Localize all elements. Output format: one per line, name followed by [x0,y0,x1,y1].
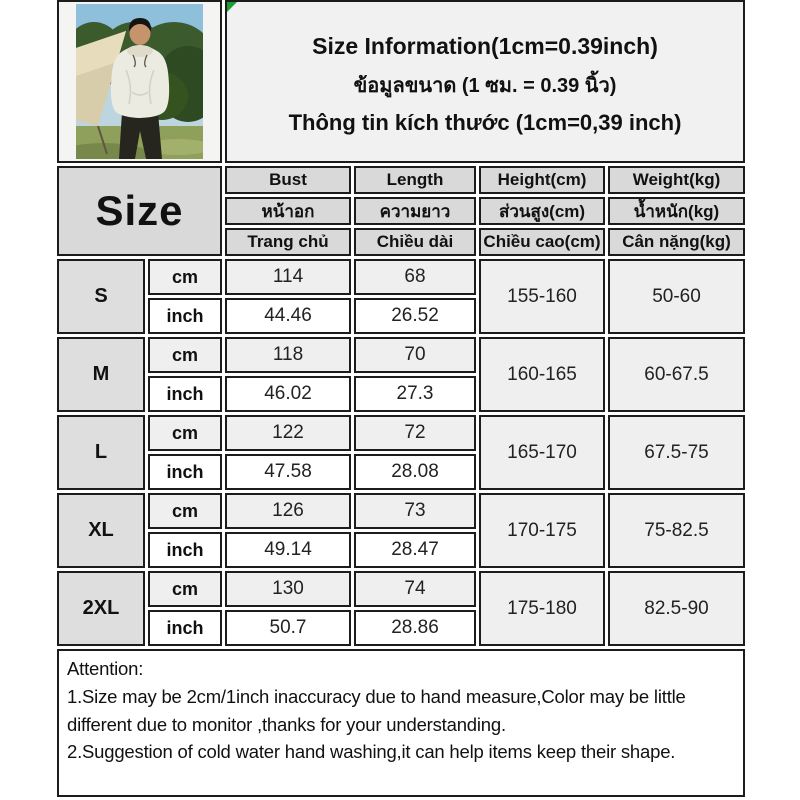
unit-inch-2xl: inch [148,610,222,646]
title-box [225,0,745,163]
cell-xl-length-inch: 28.47 [354,532,476,568]
cell-2xl-bust-cm: 130 [225,571,351,607]
size-label-l: L [57,415,145,490]
cell-s-weight: 50-60 [608,259,745,334]
unit-cm-s: cm [148,259,222,295]
title-thai: ข้อมูลขนาด (1 ซม. = 0.39 นิ้ว) [353,75,617,97]
cell-m-weight: 60-67.5 [608,337,745,412]
col-header-height-en: Height(cm) [479,166,605,194]
cell-xl-length-cm: 73 [354,493,476,529]
cell-s-bust-cm: 114 [225,259,351,295]
unit-inch-l: inch [148,454,222,490]
cell-s-length-cm: 68 [354,259,476,295]
cell-2xl-weight: 82.5-90 [608,571,745,646]
unit-inch-xl: inch [148,532,222,568]
unit-cm-xl: cm [148,493,222,529]
size-table [57,0,745,646]
cell-l-height: 165-170 [479,415,605,490]
title-vietnamese: Thông tin kích thước (1cm=0,39 inch) [288,110,682,135]
cell-s-height: 155-160 [479,259,605,334]
cell-l-length-inch: 28.08 [354,454,476,490]
cell-2xl-bust-inch: 50.7 [225,610,351,646]
size-header: Size [57,166,222,256]
col-header-bust-en: Bust [225,166,351,194]
col-header-bust-vi: Trang chủ [225,228,351,256]
col-header-length-th: ความยาว [354,197,476,225]
cell-2xl-height: 175-180 [479,571,605,646]
col-header-length-en: Length [354,166,476,194]
cell-xl-weight: 75-82.5 [608,493,745,568]
cell-s-bust-inch: 44.46 [225,298,351,334]
unit-cm-m: cm [148,337,222,373]
size-label-xl: XL [57,493,145,568]
col-header-weight-en: Weight(kg) [608,166,745,194]
unit-inch-m: inch [148,376,222,412]
attention-heading: Attention: [67,658,144,679]
cell-2xl-length-cm: 74 [354,571,476,607]
cell-xl-bust-inch: 49.14 [225,532,351,568]
cell-l-bust-inch: 47.58 [225,454,351,490]
cell-l-length-cm: 72 [354,415,476,451]
product-photo-cell [57,0,222,163]
cell-l-weight: 67.5-75 [608,415,745,490]
title-english: Size Information(1cm=0.39inch) [312,33,658,59]
cell-xl-bust-cm: 126 [225,493,351,529]
size-label-m: M [57,337,145,412]
cell-m-length-cm: 70 [354,337,476,373]
cell-s-length-inch: 26.52 [354,298,476,334]
model-photo [76,4,203,159]
col-header-length-vi: Chiều dài [354,228,476,256]
cell-m-length-inch: 27.3 [354,376,476,412]
col-header-height-vi: Chiều cao(cm) [479,228,605,256]
cell-l-bust-cm: 122 [225,415,351,451]
unit-cm-2xl: cm [148,571,222,607]
cell-m-height: 160-165 [479,337,605,412]
corner-marker-icon [227,2,237,12]
unit-inch-s: inch [148,298,222,334]
attention-note-2: 2.Suggestion of cold water hand washing,it can help items keep their shape. [67,741,676,763]
cell-m-bust-inch: 46.02 [225,376,351,412]
size-label-2xl: 2XL [57,571,145,646]
unit-cm-l: cm [148,415,222,451]
col-header-height-th: ส่วนสูง(cm) [479,197,605,225]
cell-m-bust-cm: 118 [225,337,351,373]
cell-2xl-length-inch: 28.86 [354,610,476,646]
attention-box [57,649,745,797]
col-header-weight-th: น้ำหนัก(kg) [608,197,745,225]
col-header-weight-vi: Cân nặng(kg) [608,228,745,256]
attention-note-1: 1.Size may be 2cm/1inch inaccuracy due to hand measure,Color may be little different due to monitor ,thanks for your understanding. [67,685,686,735]
cell-xl-height: 170-175 [479,493,605,568]
col-header-bust-th: หน้าอก [225,197,351,225]
size-label-s: S [57,259,145,334]
